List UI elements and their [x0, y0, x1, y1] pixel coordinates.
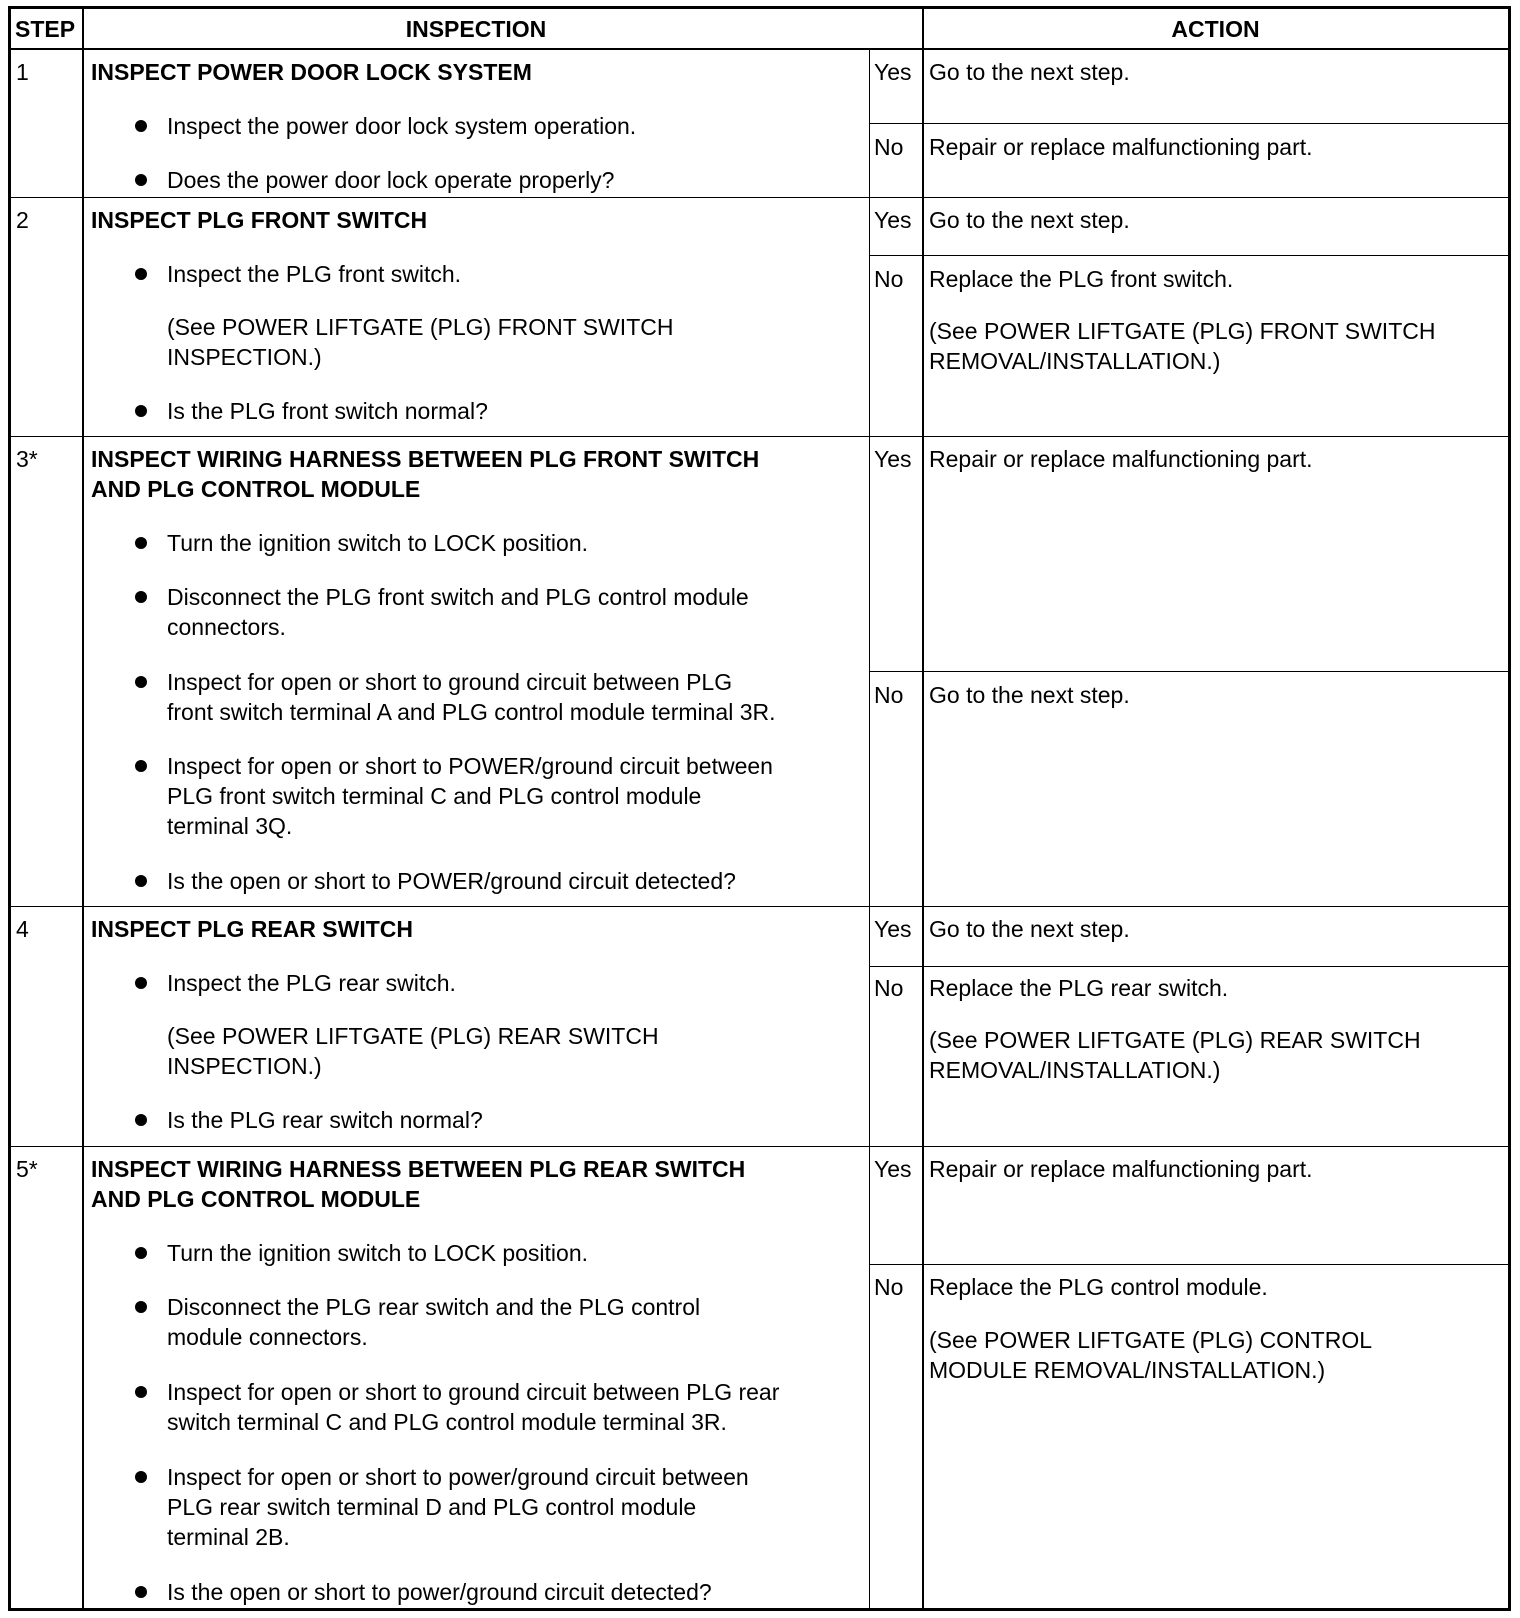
no-action-reference: (See POWER LIFTGATE (PLG) FRONT SWITCH [929, 318, 1436, 344]
inspection-table [8, 6, 1511, 1611]
step-title: INSPECT POWER DOOR LOCK SYSTEM [91, 59, 532, 85]
inspection-item: Inspect for open or short to power/ground circuit between [167, 1464, 749, 1490]
bullet-icon [135, 174, 147, 186]
step-number: 1 [16, 59, 29, 85]
inspection-item: Inspect the PLG rear switch. [167, 970, 456, 996]
yes-action: Repair or replace malfunctioning part. [929, 446, 1313, 472]
inspection-item: Is the PLG front switch normal? [167, 398, 488, 424]
no-action: Repair or replace malfunctioning part. [929, 134, 1313, 160]
no-label: No [874, 134, 904, 160]
inspection-item: terminal 2B. [167, 1524, 290, 1550]
inspection-item: module connectors. [167, 1324, 368, 1350]
inspection-item: switch terminal C and PLG control module terminal 3R. [167, 1409, 727, 1435]
bullet-icon [135, 1586, 147, 1598]
bullet-icon [135, 120, 147, 132]
header-bottom-line [11, 48, 1508, 50]
bullet-icon [135, 1301, 147, 1313]
step-number: 5* [16, 1156, 38, 1182]
step-number: 4 [16, 916, 29, 942]
no-label: No [874, 1274, 904, 1300]
bullet-icon [135, 1471, 147, 1483]
no-action-reference: (See POWER LIFTGATE (PLG) REAR SWITCH [929, 1027, 1421, 1053]
yes-label: Yes [874, 916, 912, 942]
bullet-icon [135, 1386, 147, 1398]
row1-split-line [869, 123, 1508, 124]
reference-note: (See POWER LIFTGATE (PLG) REAR SWITCH [167, 1023, 659, 1049]
row3-split-line [869, 671, 1508, 672]
inspection-item: PLG front switch terminal C and PLG control module [167, 783, 702, 809]
bullet-icon [135, 875, 147, 887]
bullet-icon [135, 676, 147, 688]
row4-split-line [869, 966, 1508, 967]
header-action: ACTION [1171, 16, 1260, 42]
yes-label: Yes [874, 59, 912, 85]
no-action-reference: (See POWER LIFTGATE (PLG) CONTROL [929, 1327, 1373, 1353]
inspection-item: Is the open or short to POWER/ground circuit detected? [167, 868, 736, 894]
yes-action: Go to the next step. [929, 207, 1130, 233]
bullet-icon [135, 977, 147, 989]
inspection-item: Disconnect the PLG front switch and PLG control module [167, 584, 749, 610]
inspection-item: connectors. [167, 614, 286, 640]
inspection-item: Does the power door lock operate properly? [167, 167, 615, 193]
bullet-icon [135, 760, 147, 772]
inspection-item: terminal 3Q. [167, 813, 293, 839]
bullet-icon [135, 405, 147, 417]
no-action: Replace the PLG rear switch. [929, 975, 1229, 1001]
bullet-icon [135, 1114, 147, 1126]
no-action-reference: REMOVAL/INSTALLATION.) [929, 1057, 1221, 1083]
inspection-item: Turn the ignition switch to LOCK position. [167, 1240, 589, 1266]
reference-note: INSPECTION.) [167, 344, 322, 370]
column-divider-action [922, 9, 924, 1608]
yes-action: Go to the next step. [929, 59, 1130, 85]
bullet-icon [135, 1247, 147, 1259]
bullet-icon [135, 268, 147, 280]
no-label: No [874, 975, 904, 1001]
step-number: 2 [16, 207, 29, 233]
no-action: Replace the PLG front switch. [929, 266, 1234, 292]
yes-action: Go to the next step. [929, 916, 1130, 942]
inspection-item: Is the open or short to power/ground circuit detected? [167, 1579, 712, 1605]
row5-split-line [869, 1264, 1508, 1265]
column-divider-answer [869, 49, 870, 1608]
no-label: No [874, 682, 904, 708]
reference-note: INSPECTION.) [167, 1053, 322, 1079]
no-action: Go to the next step. [929, 682, 1130, 708]
step-title: INSPECT PLG FRONT SWITCH [91, 207, 428, 233]
header-step: STEP [15, 16, 76, 42]
step-title: INSPECT WIRING HARNESS BETWEEN PLG FRONT SWITCH [91, 446, 760, 472]
inspection-item: Turn the ignition switch to LOCK position. [167, 530, 589, 556]
bullet-icon [135, 591, 147, 603]
yes-label: Yes [874, 446, 912, 472]
step-number: 3* [16, 446, 38, 472]
no-action: Replace the PLG control module. [929, 1274, 1268, 1300]
inspection-item: PLG rear switch terminal D and PLG control module [167, 1494, 697, 1520]
yes-action: Repair or replace malfunctioning part. [929, 1156, 1313, 1182]
step-title: AND PLG CONTROL MODULE [91, 476, 421, 502]
step-title: AND PLG CONTROL MODULE [91, 1186, 421, 1212]
inspection-item: Inspect for open or short to ground circuit between PLG [167, 669, 733, 695]
inspection-item: Inspect for open or short to POWER/ground circuit between [167, 753, 773, 779]
header-inspection: INSPECTION [405, 16, 547, 42]
no-action-reference: REMOVAL/INSTALLATION.) [929, 348, 1221, 374]
inspection-item: front switch terminal A and PLG control module terminal 3R. [167, 699, 776, 725]
bullet-icon [135, 537, 147, 549]
no-label: No [874, 266, 904, 292]
yes-label: Yes [874, 207, 912, 233]
inspection-item: Disconnect the PLG rear switch and the PLG control [167, 1294, 701, 1320]
row3-bottom-line [11, 906, 1508, 907]
step-title: INSPECT PLG REAR SWITCH [91, 916, 414, 942]
row2-split-line [869, 255, 1508, 256]
column-divider-step [82, 9, 84, 1608]
reference-note: (See POWER LIFTGATE (PLG) FRONT SWITCH [167, 314, 674, 340]
step-title: INSPECT WIRING HARNESS BETWEEN PLG REAR SWITCH [91, 1156, 746, 1182]
yes-label: Yes [874, 1156, 912, 1182]
inspection-item: Inspect the PLG front switch. [167, 261, 462, 287]
inspection-item: Is the PLG rear switch normal? [167, 1107, 483, 1133]
row4-bottom-line [11, 1146, 1508, 1147]
no-action-reference: MODULE REMOVAL/INSTALLATION.) [929, 1357, 1326, 1383]
row1-bottom-line [11, 197, 1508, 198]
inspection-item: Inspect the power door lock system operation. [167, 113, 637, 139]
inspection-item: Inspect for open or short to ground circuit between PLG rear [167, 1379, 780, 1405]
row2-bottom-line [11, 436, 1508, 437]
